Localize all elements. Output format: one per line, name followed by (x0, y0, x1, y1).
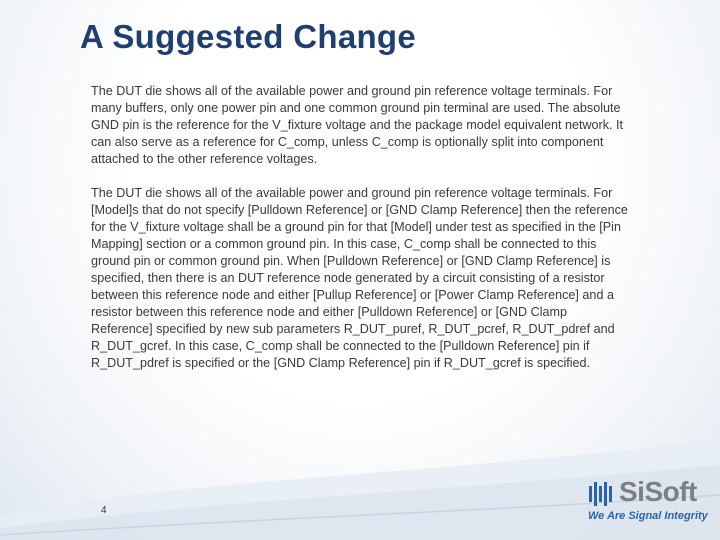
page-number: 4 (101, 505, 107, 516)
slide-body (91, 83, 631, 389)
sisoft-logo (588, 476, 708, 530)
logo-tagline: We Are Signal Integrity (588, 510, 708, 522)
body-paragraph-2: The DUT die shows all of the available power and ground pin reference voltage terminals. For [Model]s that do not specify [Pulldown Reference] or [GND Clamp Reference] then the reference for the V_fixture voltage shall be a ground pin for that [Model] under test as specified in the [Pin Mapping] section or a common ground pin. In this case, C_comp shall be connected to this ground pin or common ground pin. When [Pulldown Reference] or [GND Clamp Reference] is specified, then there is an DUT reference node generated by a circuit consisting of a resistor between this reference node and either [Pullup Reference] or [Power Clamp Reference] and a resistor between this reference node and either [Pulldown Reference] or [GND Clamp Reference] specified by new sub parameters R_DUT_puref, R_DUT_pcref, R_DUT_pdref and R_DUT_gcref. In this case, C_comp shall be connected to the [Pulldown Reference] pin if R_DUT_pdref is specified or the [GND Clamp Reference] pin if R_DUT_gcref is specified. (91, 186, 628, 370)
sisoft-mark-icon (588, 480, 616, 508)
slide-title: A Suggested Change (80, 18, 417, 55)
body-paragraph-1: The DUT die shows all of the available power and ground pin reference voltage terminals. For many buffers, only one power pin and one common ground pin terminal are used. The absolute GND pin is the reference for the V_fixture voltage and the package model equivalent network. It can also serve as a reference for C_comp, unless C_comp is optionally split into component attached to the other reference voltages. (91, 84, 624, 166)
logo-wordmark: SiSoft (619, 476, 697, 507)
